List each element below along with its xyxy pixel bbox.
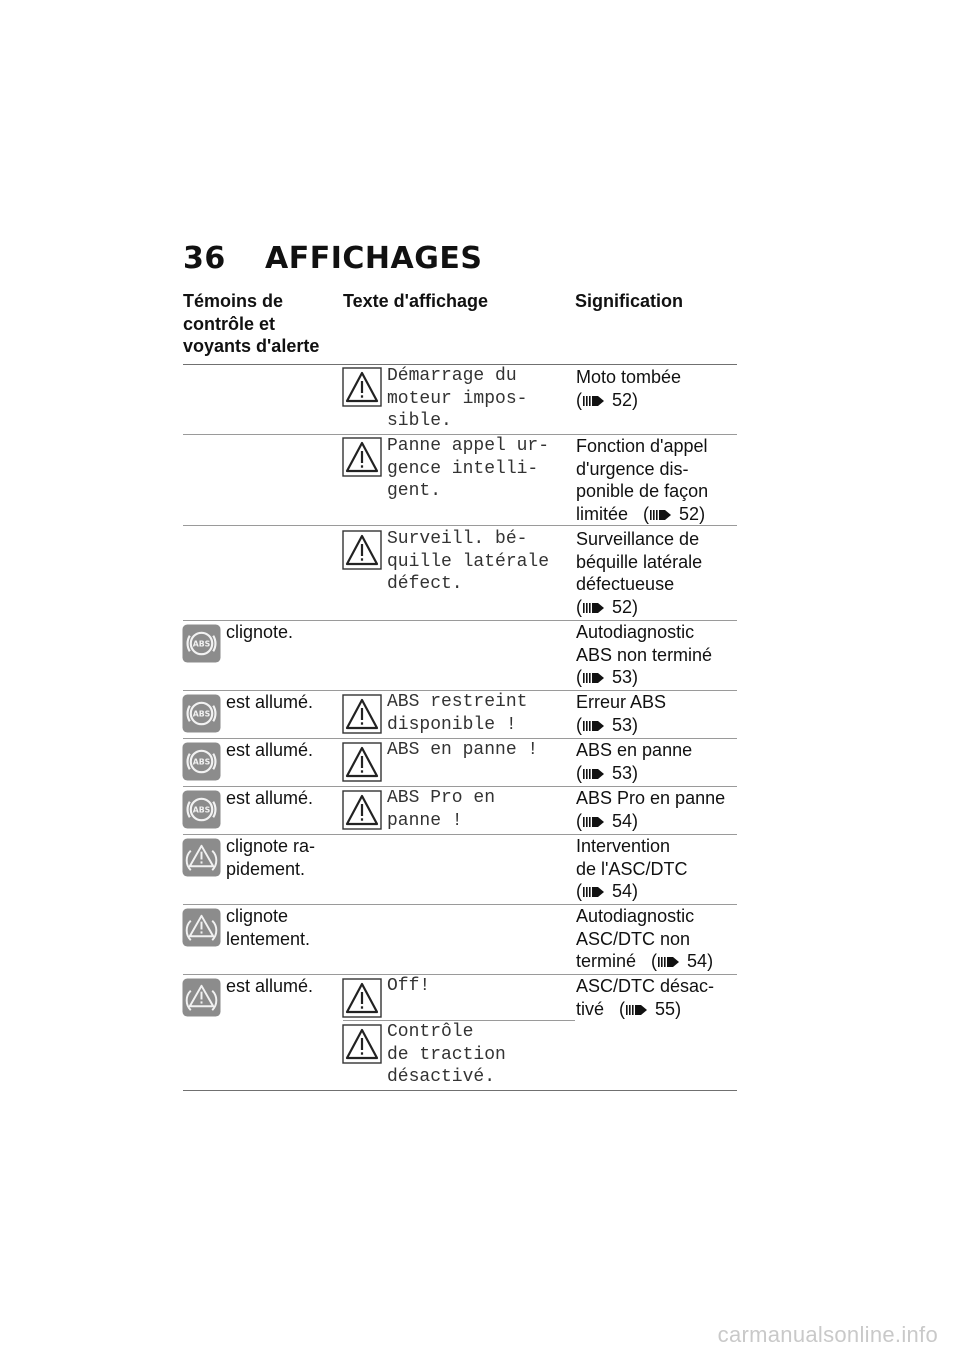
lamp-state: est allumé. (226, 740, 314, 760)
page-reference-arrow-icon (583, 602, 605, 614)
warning-triangle-icon (342, 437, 382, 477)
page-reference-arrow-icon (583, 720, 605, 732)
page-reference[interactable]: 53 (612, 762, 633, 783)
meaning-text: Autodiagnostic ASC/DTC non terminé ( 54) (576, 906, 714, 971)
warning-triangle-icon (342, 790, 382, 830)
watermark-footer[interactable]: carmanualsonline.info (717, 1322, 938, 1347)
abs-lamp-icon (182, 742, 221, 781)
page-reference-arrow-icon (583, 768, 605, 780)
lamp-state: clignote. (226, 622, 294, 642)
asc-dtc-lamp-icon (182, 978, 221, 1017)
meaning-text: ABS en panne ( 53) (576, 740, 693, 783)
meaning-text: Moto tombée ( 52) (576, 367, 682, 410)
asc-dtc-lamp-icon (182, 908, 221, 947)
page-reference[interactable]: 52 (612, 596, 633, 617)
page-reference-arrow-icon (583, 395, 605, 407)
warning-triangle-icon (342, 1024, 382, 1064)
column-header-lamps: Témoins de contrôle et voyants d'alerte (183, 291, 320, 356)
page-reference[interactable]: 55 (655, 998, 676, 1019)
display-text: Panne appel ur- gence intelli- gent. (387, 436, 550, 501)
page-reference-arrow-icon (626, 1004, 648, 1016)
section-title: AFFICHAGES (265, 241, 483, 276)
display-text: ABS restreint disponible ! (387, 692, 528, 735)
warning-triangle-icon (342, 978, 382, 1018)
display-text: ABS Pro en panne ! (387, 788, 496, 831)
page-number: 36 (183, 241, 226, 276)
page-reference[interactable]: 53 (612, 714, 633, 735)
meaning-text: ASC/DTC désac- tivé ( 55) (576, 976, 715, 1019)
display-text: ABS en panne ! (387, 740, 539, 760)
display-text: Démarrage du moteur impos- sible. (387, 366, 528, 431)
meaning-text: Erreur ABS ( 53) (576, 692, 667, 735)
warning-triangle-icon (342, 530, 382, 570)
page-reference-arrow-icon (658, 956, 680, 968)
lamp-state: est allumé. (226, 976, 314, 996)
lamp-state: est allumé. (226, 788, 314, 808)
table-bottom-rule (183, 1090, 737, 1091)
page-reference-arrow-icon (583, 672, 605, 684)
lamp-state: clignote lentement. (226, 906, 311, 949)
meaning-text: Fonction d'appel d'urgence dis- ponible de façon limitée ( 52) (576, 436, 709, 524)
page-reference-arrow-icon (583, 886, 605, 898)
asc-dtc-lamp-icon (182, 838, 221, 877)
display-text: Surveill. bé- quille latérale défect. (387, 529, 550, 594)
meaning-text: Surveillance de béquille latérale défectueuse ( 52) (576, 529, 703, 617)
warning-triangle-icon (342, 742, 382, 782)
page-reference[interactable]: 54 (612, 881, 633, 901)
page-reference[interactable]: 54 (687, 951, 708, 971)
abs-lamp-icon (182, 694, 221, 733)
column-header-meaning: Signification (575, 291, 683, 311)
page-reference[interactable]: 52 (679, 503, 700, 524)
row-divider (183, 525, 737, 526)
abs-lamp-icon (182, 790, 221, 829)
meaning-text: ABS Pro en panne ( 54) (576, 788, 726, 831)
warning-triangle-icon (342, 367, 382, 407)
abs-lamp-icon (182, 624, 221, 663)
page-heading (183, 240, 482, 278)
lamp-state: clignote ra- pidement. (226, 836, 316, 879)
page-reference-arrow-icon (583, 816, 605, 828)
page-reference-arrow-icon (650, 509, 672, 521)
column-header-display-text: Texte d'affichage (343, 291, 488, 311)
display-text: Off! (387, 976, 431, 996)
lamp-state: est allumé. (226, 692, 314, 712)
meaning-text: Autodiagnostic ABS non terminé ( 53) (576, 622, 713, 687)
warning-triangle-icon (342, 694, 382, 734)
page-reference[interactable]: 54 (612, 810, 633, 831)
page-reference[interactable]: 53 (612, 667, 633, 687)
meaning-text: Intervention de l'ASC/DTC ( 54) (576, 836, 688, 901)
page-reference[interactable]: 52 (612, 389, 633, 410)
display-text: Contrôle de traction désactivé. (387, 1022, 506, 1087)
